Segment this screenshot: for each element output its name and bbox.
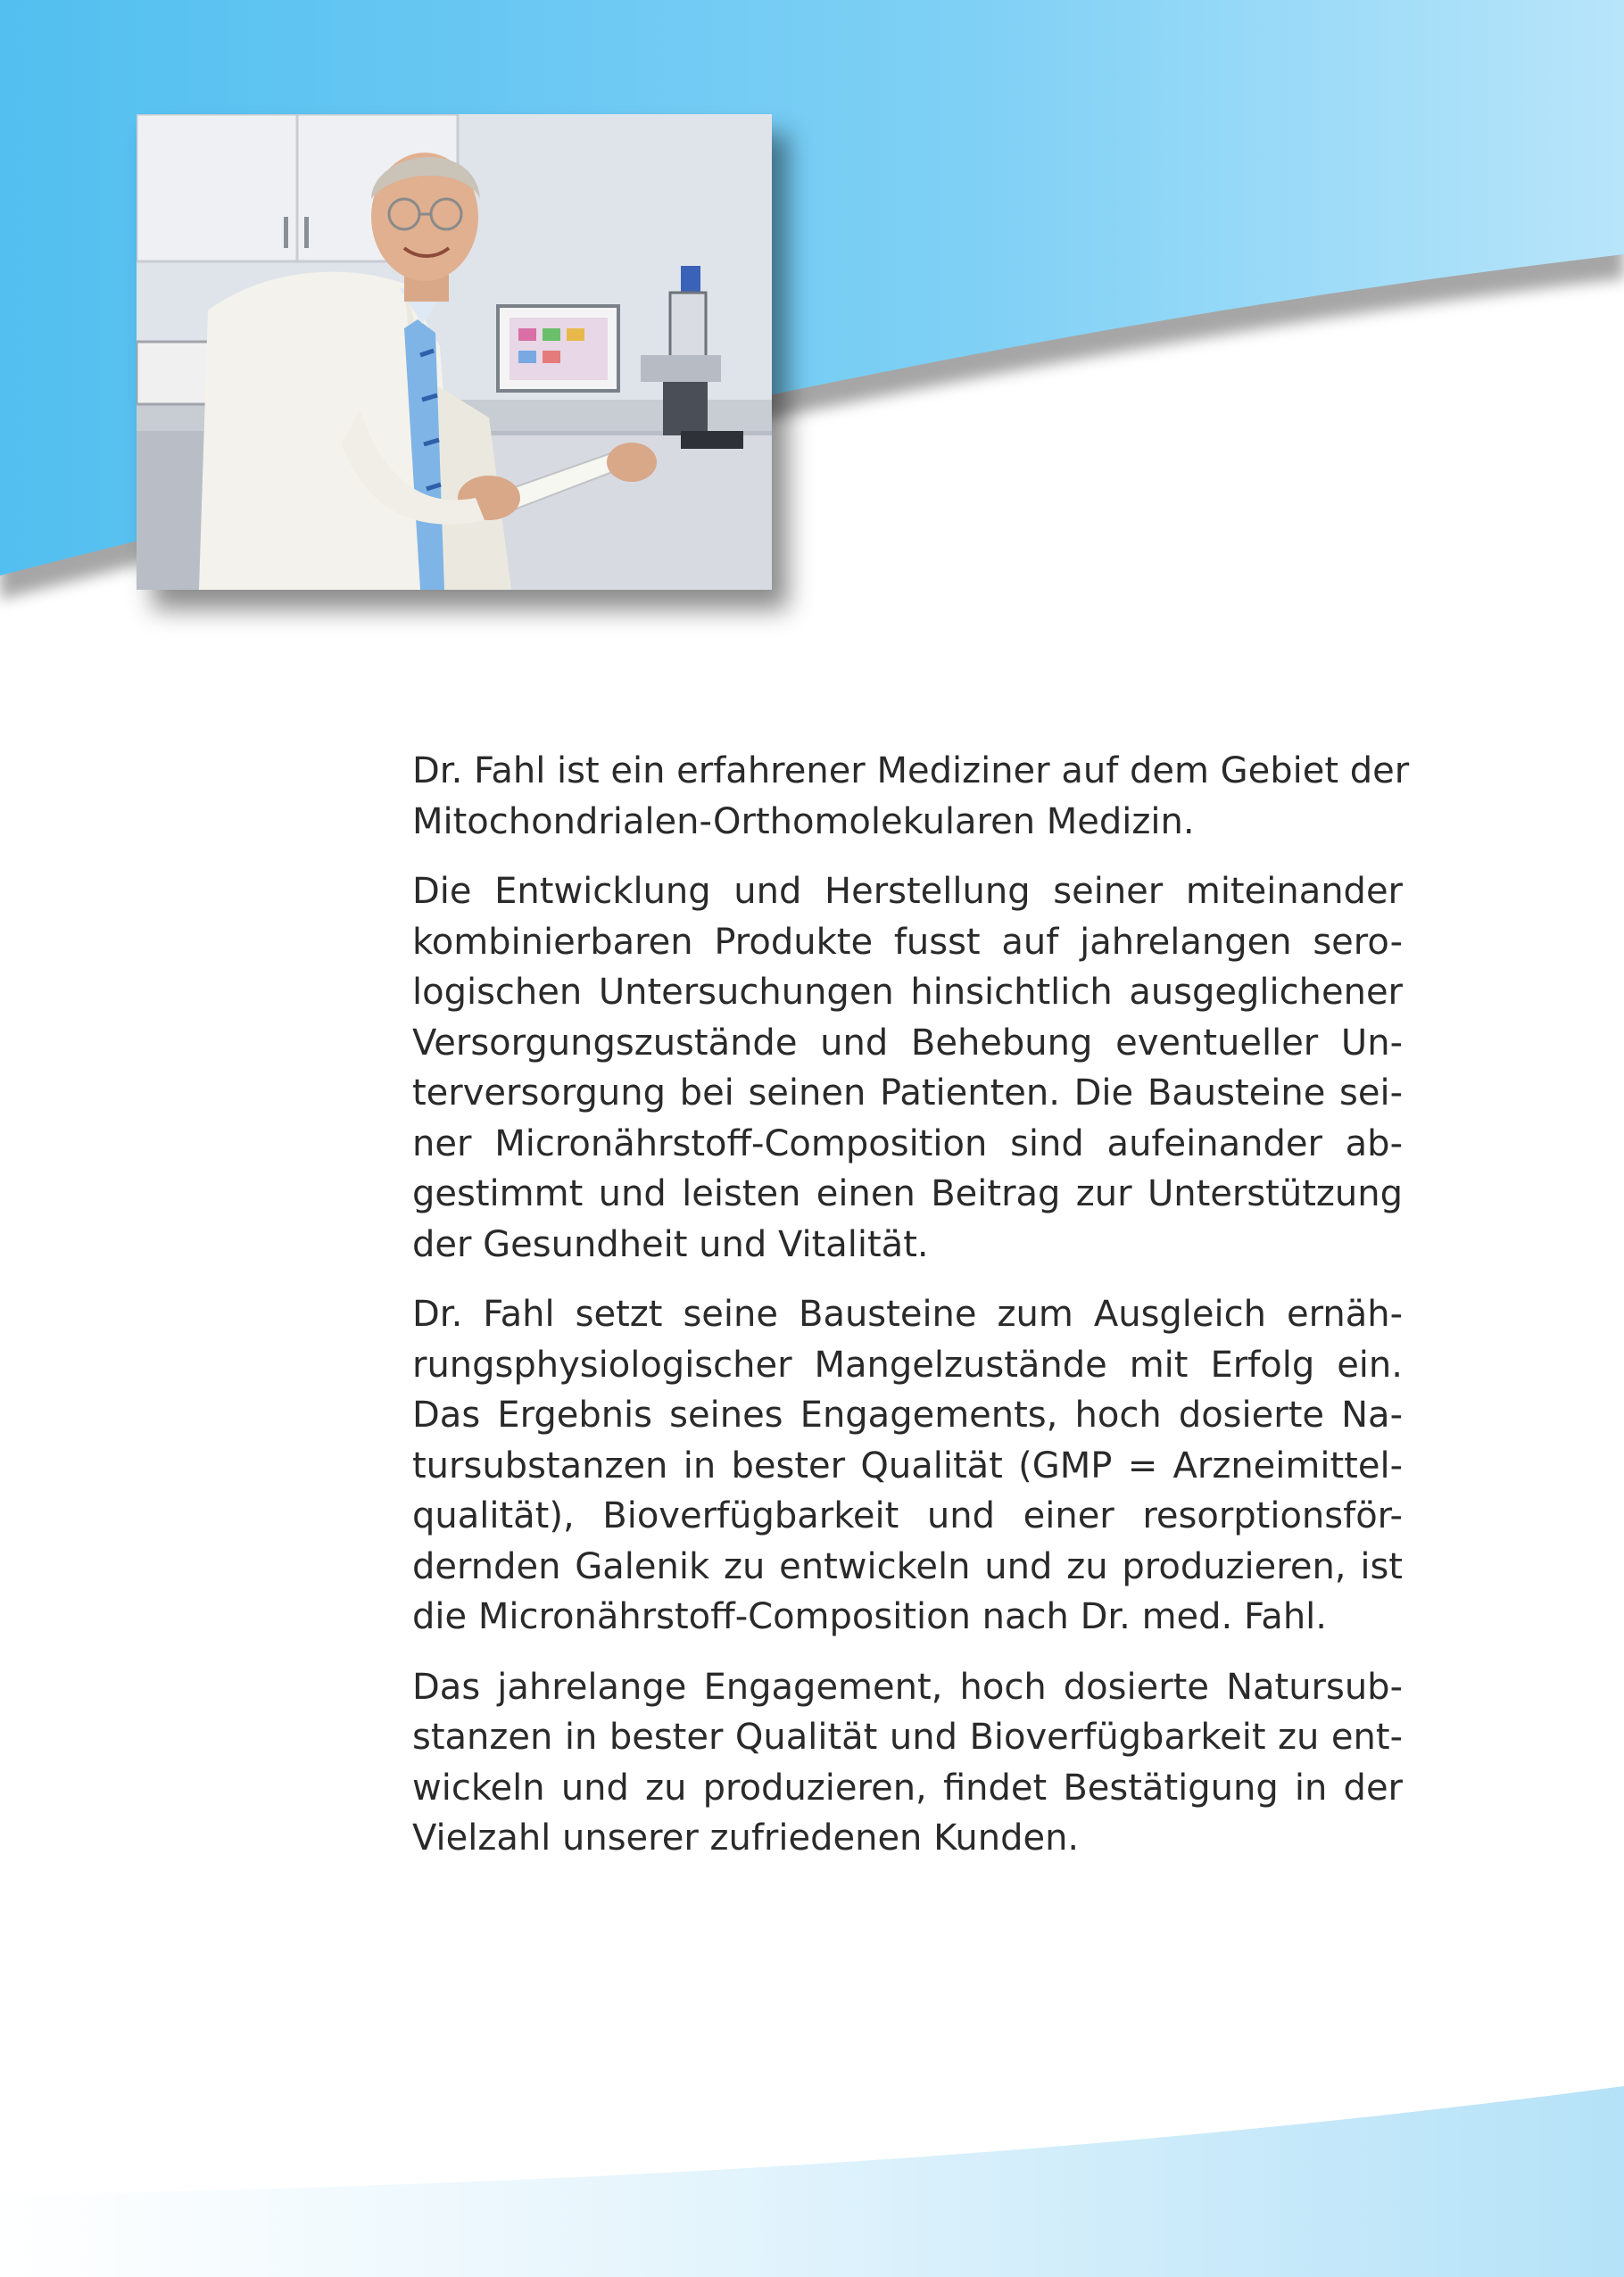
text-line: Die Entwicklung und Herstellung seiner miteinander xyxy=(412,871,1403,912)
text-line: dernden Galenik zu entwickeln und zu produzieren, ist xyxy=(412,1545,1403,1587)
text-line: Vielzahl unserer zufriedenen Kunden. xyxy=(412,1817,1080,1859)
text-line: Versorgungszustände und Behebung eventueller Un- xyxy=(412,1022,1403,1064)
text-line: ner Micronährstoff-Composition sind aufeinander ab- xyxy=(412,1122,1403,1164)
text-line: Das Ergebnis seines Engagements, hoch dosierte Na- xyxy=(412,1395,1403,1436)
text-line: logischen Untersuchungen hinsichtlich ausgeglichener xyxy=(412,972,1403,1013)
paragraph-4 xyxy=(412,1662,1403,1864)
text-line: wickeln und zu produzieren, findet Bestätigung in der xyxy=(412,1767,1403,1809)
bottom-wave xyxy=(0,2086,1624,2277)
text-line: tursubstanzen in bester Qualität (GMP = Arzneimittel- xyxy=(412,1445,1403,1486)
paragraph-3 xyxy=(412,1289,1403,1643)
doctor-photo-image xyxy=(137,114,772,590)
paragraph-2 xyxy=(412,866,1403,1270)
text-line: stanzen in bester Qualität und Bioverfügbarkeit zu ent- xyxy=(412,1717,1403,1758)
doctor-photo xyxy=(137,114,772,590)
text-line: rungsphysiologischer Mangelzustände mit Erfolg ein. xyxy=(412,1344,1403,1386)
text-line: Mitochondrialen-Orthomolekularen Medizin. xyxy=(412,800,1195,842)
text-line: Dr. Fahl setzt seine Bausteine zum Ausgleich ernäh- xyxy=(412,1294,1403,1335)
paragraph-1 xyxy=(412,746,1410,847)
text-line: Das jahrelange Engagement, hoch dosierte Natursub- xyxy=(412,1666,1403,1708)
body-text xyxy=(412,746,1410,1884)
text-line: terversorgung bei seinen Patienten. Die Bausteine sei- xyxy=(412,1072,1403,1114)
text-line: der Gesundheit und Vitalität. xyxy=(412,1223,929,1265)
text-line: gestimmt und leisten einen Beitrag zur Unterstützung xyxy=(412,1173,1403,1214)
text-line: qualität), Bioverfügbarkeit und einer resorptionsför- xyxy=(412,1495,1403,1536)
text-line: Dr. Fahl ist ein erfahrener Mediziner auf dem Gebiet der xyxy=(412,750,1410,791)
text-line: die Micronährstoff-Composition nach Dr. med. Fahl. xyxy=(412,1596,1327,1637)
text-line: kombinierbaren Produkte fusst auf jahrelangen sero- xyxy=(412,921,1403,963)
